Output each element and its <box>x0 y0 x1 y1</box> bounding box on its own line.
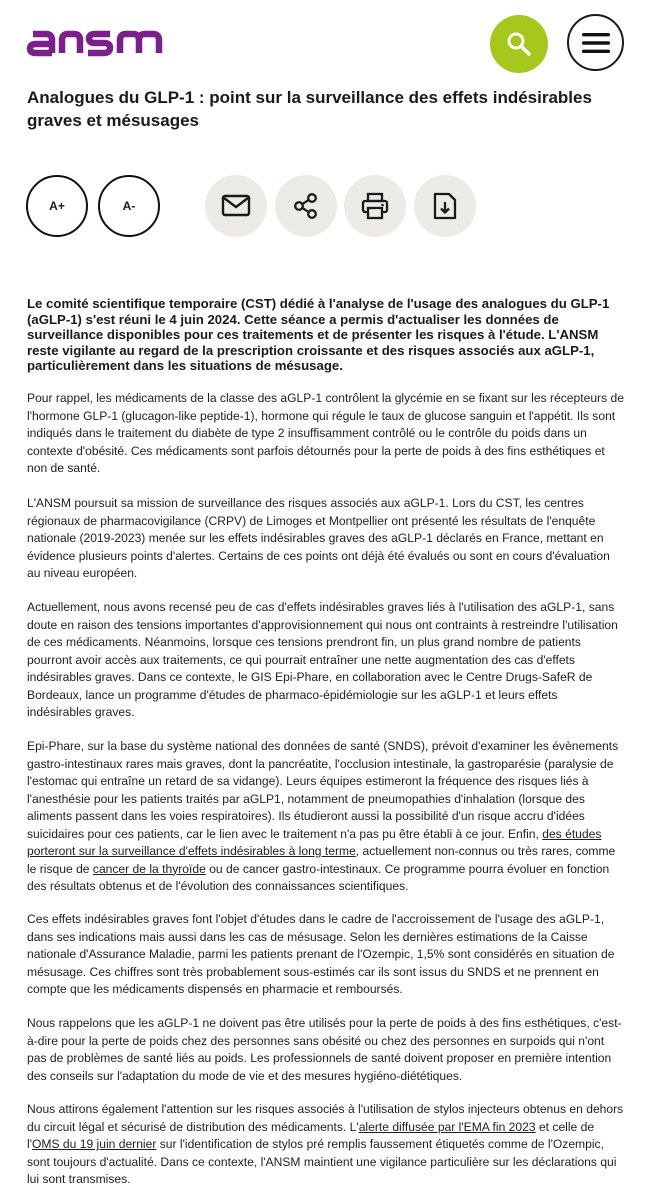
paragraph-text: sur l'identification de stylos pré remplis faussement étiquetés comme de l'Ozempic, sont toujours d'actualité. Dans ce contexte, l'ANSM maintient une vigilance particulière sur les déclarations qui lui sont transmises. <box>27 1137 617 1186</box>
article-paragraph-6: Nous rappelons que les aGLP-1 ne doivent pas être utilisés pour la perte de poids à des fins esthétiques, c'est-à-dire pour la perte de poids chez des personnes sans obésité ou chez des personnes en surpoids qui n'ont pas de problèmes de santé liés au poids. Les professionnels de santé doivent proposer en première intention des conseils sur l'adaptation du mode de vie et des mesures hygiéno-diététiques. <box>27 1016 622 1083</box>
paragraph-text: Epi-Phare, sur la base du système national des données de santé (SNDS), prévoit d'examiner les évènements gastro-intestinaux rares mais graves, dont la pancréatite, l'occlusion intestinale, la gastroparésie (paralysie de l'estomac qui entraîne un retard de sa vidange). Leurs équipes estimeront la fréquence des risques liés à l'anesthésie pour les patients traités par aGLP1, notamment de pneumopathies d'inhalation (lorsque des aliments passent dans les voies respiratoires). Ils étudieront aussi la possibilité d'un risque accru d'idées suicidaires pour ces patients, car le lien avec le traitement n'a pas pu être établi à ce jour. Enfin, <box>27 739 619 841</box>
site-header <box>0 0 648 84</box>
print-icon <box>360 191 390 221</box>
share-button[interactable] <box>275 175 337 237</box>
paragraph-text: ou de cancer gastro-intestinaux. Ce programme pourra évoluer en fonction des résultats obtenus et de l'évolution des connaissances scientifiques. <box>27 861 610 893</box>
paragraph-text: Nous attirons également l'attention sur les risques associés à l'utilisation de stylos injecteurs obtenus en dehors du circuit légal et sécurisé de distribution des médicaments. L' <box>27 1102 624 1134</box>
article-paragraph-4 <box>27 738 625 896</box>
email-share-button[interactable] <box>205 175 267 237</box>
thyroid-cancer-link[interactable]: cancer de la thyroïde <box>92 861 206 876</box>
who-alert-link[interactable]: OMS du 19 juin dernier <box>32 1137 157 1151</box>
font-decrease-button[interactable]: A- <box>98 175 160 237</box>
ema-alert-link[interactable]: alerte diffusée par l'EMA fin 2023 <box>358 1119 536 1134</box>
paragraph-text: et celle de l' <box>27 1119 595 1151</box>
search-icon <box>505 30 533 58</box>
print-button[interactable] <box>344 175 406 237</box>
paragraph-text: , actuellement non-connus ou très rares, comme le risque de <box>27 844 616 876</box>
ansm-logo[interactable] <box>26 22 182 66</box>
article-paragraph-5: Ces effets indésirables graves font l'objet d'études dans le cadre de l'accroissement de l'usage des aGLP-1, dans ses indications mais aussi dans les cas de mésusage. Selon les dernières estimations de la Caisse nationale d'Assurance Maladie, parmi les patients prenant de l'Ozempic, 1,5% sont considérés en situation de mésusage. Ces chiffres sont très probablement sous-estimés car ils sont issus du SNDS et ne prennent en compte que les médicaments dispensés en pharmacie et remboursés. <box>27 912 615 996</box>
download-button[interactable] <box>414 175 476 237</box>
ansm-logo-mark <box>26 22 182 66</box>
page-title: Analogues du GLP-1 : point sur la surveillance des effets indésirables graves et mésusages <box>27 88 592 130</box>
article-paragraph-2: L'ANSM poursuit sa mission de surveillance des risques associés aux aGLP-1. Lors du CST, les centres régionaux de pharmacovigilance (CRPV) de Limoges et Montpellier ont présenté les résultats de l'enquête nationale (2019-2023) menée sur les effets indésirables graves des aGLP-1 déclarés en France, mettant en évidence plusieurs points d'alertes. Certains de ces points ont déjà été évalués ou sont en cours d'évaluation au niveau européen. <box>27 496 610 580</box>
article-paragraph-3: Actuellement, nous avons recensé peu de cas d'effets indésirables graves liés à l'utilisation des aGLP-1, sans doute en raison des tensions importantes d'approvisionnement qui nous ont contraints à restreindre l'utilisation de ces médicaments. Néanmoins, lorsque ces tensions prendront fin, un plus grand nombre de patients pourront avoir accès aux traitements, ce qui pourrait entraîner une nette augmentation des cas d'effets indésirables graves. Dans ce contexte, le GIS Epi-Phare, en collaboration avec le Centre Drugs-SafeR de Bordeaux, lance un programme d'études de pharmaco-épidémiologie sur les aGLP-1 et leurs effets indésirables graves. <box>27 600 618 719</box>
article-paragraph-1: Pour rappel, les médicaments de la classe des aGLP-1 contrôlent la glycémie en se fixant sur les récepteurs de l'hormone GLP-1 (glucagon-like peptide-1), hormone qui régule le taux de glucose sanguin et l'appétit. Ils sont indiqués dans le traitement du diabète de type 2 insuffisamment contrôlé ou le contrôle du poids dans un contexte d'obésité. Ces médicaments sont parfois détournés pour la perte de poids à des fins esthétiques et non de santé. <box>27 391 624 475</box>
mail-icon <box>221 194 251 218</box>
menu-button[interactable] <box>567 14 624 71</box>
article-intro: Le comité scientifique temporaire (CST) dédié à l'analyse de l'usage des analogues du GLP-1 (aGLP-1) s'est réuni le 4 juin 2024. Cette séance a permis d'actualiser les données de surveillance disponibles pour ces traitements et de présenter les risques à l'étude. L'ANSM reste vigilante au regard de la prescription croissante et des risques associés aux aGLP-1, particulièrement dans les situations de mésusage. <box>27 296 610 374</box>
hamburger-menu-icon <box>581 31 611 55</box>
download-icon <box>432 191 458 221</box>
article-paragraph-7 <box>27 1101 625 1189</box>
share-icon <box>292 192 320 220</box>
long-term-studies-link[interactable]: des études porteront sur la surveillance d'effets indésirables à long terme <box>27 826 602 858</box>
search-button[interactable] <box>490 15 548 73</box>
font-increase-button[interactable]: A+ <box>26 175 88 237</box>
